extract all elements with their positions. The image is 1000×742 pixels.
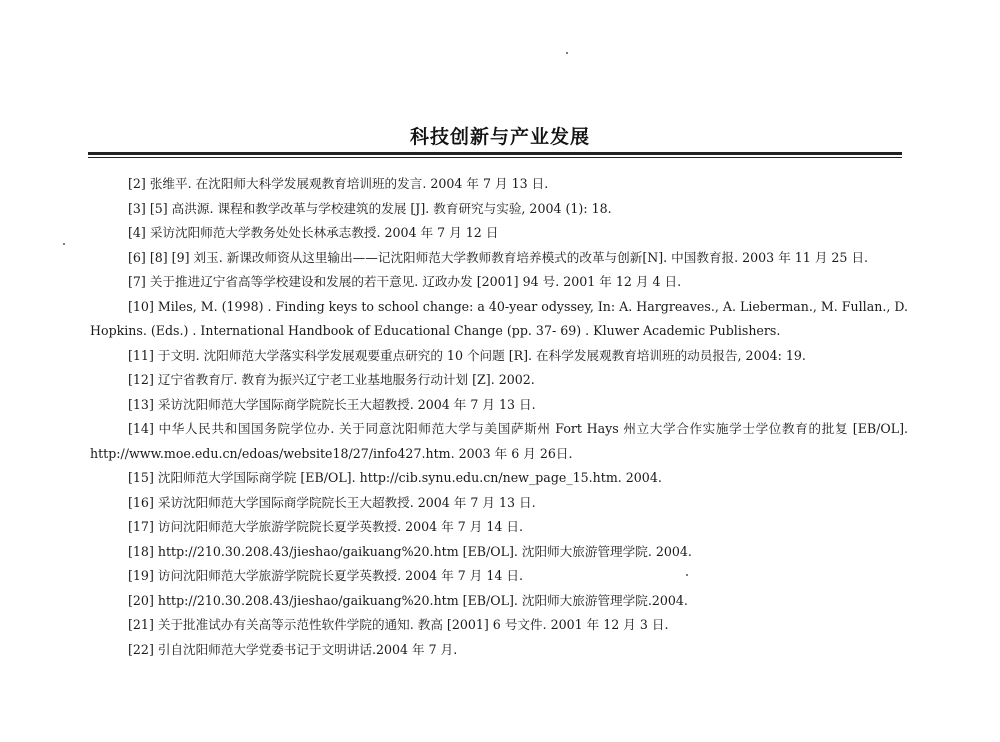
reference-item: [4] 采访沈阳师范大学教务处处长林承志教授. 2004 年 7 月 12 日 [128,225,499,240]
reference-item: [19] 访问沈阳师范大学旅游学院院长夏学英教授. 2004 年 7 月 14 日. [128,568,524,583]
reference-item: [20] http://210.30.208.43/jieshao/gaikuang%20.htm [EB/OL]. 沈阳师大旅游管理学院.2004. [128,592,688,608]
reference-item: [16] 采访沈阳师范大学国际商学院院长王大超教授. 2004 年 7 月 13 日. [128,494,536,510]
reference-item: [21] 关于批准试办有关高等示范性软件学院的通知. 教高 [2001] 6 号文件. 2001 年 12 月 3 日. [128,617,669,632]
header-rule-thick [88,152,902,155]
reference-item: [18] http://210.30.208.43/jieshao/gaikuang%20.htm [EB/OL]. 沈阳师大旅游管理学院. 2004. [128,543,692,559]
reference-item: [7] 关于推进辽宁省高等学校建设和发展的若干意见. 辽政办发 [2001] 94 号. 2001 年 12 月 4 日. [128,274,682,289]
reference-item: [17] 访问沈阳师范大学旅游学院院长夏学英教授. 2004 年 7 月 14 日. [128,519,524,534]
reference-item: [13] 采访沈阳师范大学国际商学院院长王大超教授. 2004 年 7 月 13 日. [128,396,536,412]
scan-speck [63,243,65,245]
running-header-title: 科技创新与产业发展 [409,126,590,148]
reference-item: [22] 引自沈阳师范大学党委书记于文明讲话.2004 年 7 月. [128,641,458,657]
scan-speck [686,574,688,576]
reference-item: [6] [8] [9] 刘玉. 新课改师资从这里输出——记沈阳师范大学教师教育培养模式的改革与创新[N]. 中国教育报. 2003 年 11 月 25 日. [128,249,869,265]
reference-item: [15] 沈阳师范大学国际商学院 [EB/OL]. http://cib.synu.edu.cn/new_page_15.htm. 2004. [128,470,662,485]
reference-item: [14] 中华人民共和国国务院学位办. 关于同意沈阳师范大学与美国萨斯州 Fort Hays 州立大学合作实施学士学位教育的批复 [EB/OL]. http://www.moe.edu.cn/edoas/website18/27/info427.htm. 2003 年 6 月 26日. [90,421,908,461]
reference-item: [3] [5] 高洪源. 课程和教学改革与学校建筑的发展 [J]. 教育研究与实验, 2004 (1): 18. [128,200,612,216]
header-rule-thin [88,157,902,158]
reference-item: [12] 辽宁省教育厅. 教育为振兴辽宁老工业基地服务行动计划 [Z]. 2002. [128,372,535,387]
reference-item: [10] Miles, M. (1998) . Finding keys to school change: a 40-year odyssey, In: A. Hargreaves., A. Lieberman., M. Fullan., D. Hopkins. (Eds.) . International Handbook of Educational Change (pp. 37- 69) . Kluwer Academic Publishers. [90,298,908,338]
reference-list [90,172,908,662]
reference-item: [11] 于文明. 沈阳师范大学落实科学发展观要重点研究的 10 个问题 [R]. 在科学发展观教育培训班的动员报告, 2004: 19. [128,347,806,363]
reference-item: [2] 张维平. 在沈阳师大科学发展观教育培训班的发言. 2004 年 7 月 13 日. [128,176,549,191]
scan-speck [566,52,568,54]
